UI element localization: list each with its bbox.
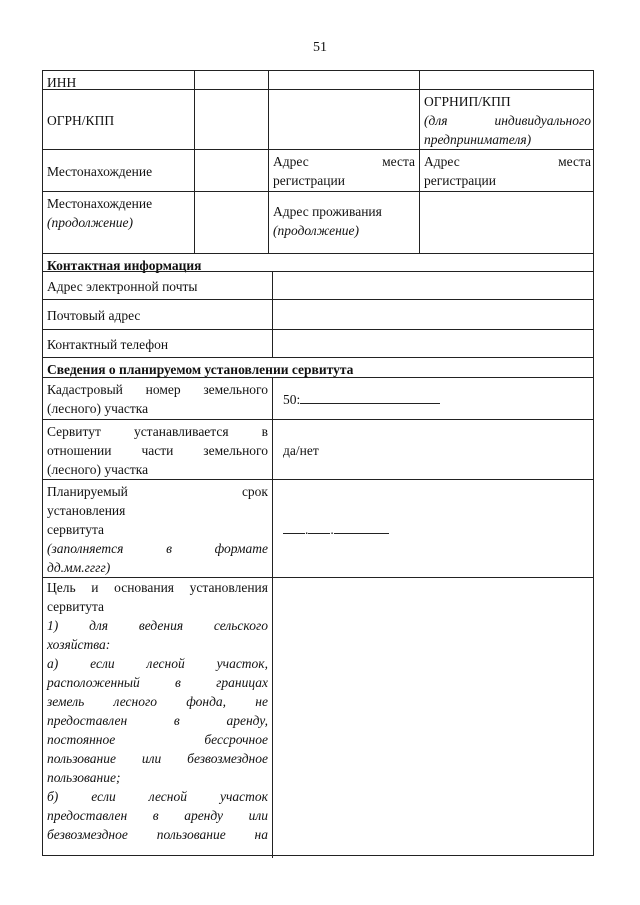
date-year-line [334,519,389,534]
phone-label-cell [43,330,272,358]
term-label-1a: Планируемый [47,484,128,499]
reg-address-line-2 [424,152,591,171]
ogrnip-note-line [424,111,591,130]
purpose-line-9: постоянное бессрочное [47,732,268,747]
row-email [43,271,593,300]
term-label-5: дд.мм.гггг) [47,560,111,575]
purpose-value-cell[interactable] [272,578,595,858]
row-servitude-header [43,357,593,378]
ogrnip-label-cell [419,90,595,150]
part-label-cell [43,420,272,480]
cadastral-label-cell [43,378,272,420]
row-part [43,419,593,480]
purpose-line-8: предоставлен в аренду, [47,713,268,728]
reg-address-c: регистрации [273,173,345,188]
location-label-cell [43,150,194,192]
contacts-header: Контактная информация [47,258,202,273]
ogrn-value-cell-2[interactable] [268,90,419,150]
ogrn-value-cell[interactable] [194,90,268,150]
purpose-line-12: б) если лесной участок [47,789,268,804]
email-label: Адрес электронной почты [47,278,198,294]
phone-value-cell[interactable] [272,330,595,358]
email-label-cell [43,272,272,300]
purpose-line-4: хозяйства: [47,637,111,652]
postal-value-cell[interactable] [272,300,595,330]
reg-address-label-cell-2 [419,150,595,192]
row-ogrn [43,89,593,150]
cadastral-underline [300,389,440,404]
date-month-line [308,519,330,534]
row-cadastral [43,377,593,420]
term-label-3: сервитута [47,522,105,537]
inn-value-cell-2[interactable] [268,71,419,89]
date-sep-1: . [305,522,309,537]
purpose-line-11: пользование; [47,770,121,785]
cadastral-label-2: (лесного) участка [47,401,149,416]
location-label: Местонахождение [47,163,153,179]
purpose-line-3: 1) для ведения сельского [47,618,268,633]
term-label-2: установления [47,503,126,518]
part-label-2: отношении части земельного [47,443,268,458]
form-table [42,70,594,856]
reg-address-line [273,152,415,171]
servitude-header: Сведения о планируемом установлении сервитута [47,362,354,377]
term-value-cell[interactable] [272,480,595,578]
row-location [43,149,593,192]
ogrnip-label: ОГРНИП/КПП [424,94,511,109]
date-day-line [283,519,305,534]
inn-value-cell-3[interactable] [419,71,595,89]
row-location-cont [43,191,593,254]
reg-address-b-2: места [558,154,591,169]
cadastral-value-cell[interactable] [272,378,595,420]
purpose-line-5: а) если лесной участок, [47,656,268,671]
purpose-line-7: земель лесного фонда, не [47,694,268,709]
purpose-line-1: Цель и основания установления [47,580,268,595]
phone-label: Контактный телефон [47,336,169,352]
inn-label: ИНН [47,75,77,90]
date-input[interactable] [283,519,591,539]
term-label-1 [47,482,268,501]
residence-label: Адрес проживания [273,204,382,219]
part-label-3: (лесного) участка [47,462,149,477]
cadastral-prefix: 50: [283,392,301,407]
part-label-1: Сервитут устанавливается в [47,424,268,439]
email-value-cell[interactable] [272,272,595,300]
residence-note: (продолжение) [273,223,360,238]
ogrn-label-cell [43,90,194,150]
location-value-cell[interactable] [194,150,268,192]
reg-address-b: места [382,154,415,169]
row-purpose [43,577,593,858]
row-term [43,479,593,578]
part-value-cell[interactable] [272,420,595,480]
reg-address-a: Адрес [273,154,309,169]
row-inn [43,71,593,89]
purpose-line-2: сервитута [47,599,105,614]
postal-label: Почтовый адрес [47,307,141,323]
postal-label-cell [43,300,272,330]
row-postal [43,299,593,330]
page-number: 51 [313,40,327,55]
row-phone [43,329,593,358]
residence-value-cell[interactable] [419,192,595,254]
residence-label-cell [268,192,419,254]
term-label-cell [43,480,272,578]
term-label-4: (заполняется в формате [47,541,268,556]
cadastral-label-1: Кадастровый номер земельного [47,382,268,397]
ogrnip-note-2: индивидуального [494,113,591,128]
inn-value-cell-1[interactable] [194,71,268,89]
inn-label-cell [43,71,194,89]
purpose-line-13: предоставлен в аренду или [47,808,268,823]
ogrnip-note-1: (для [424,113,448,128]
purpose-label-cell [43,578,272,858]
reg-address-c-2: регистрации [424,173,496,188]
purpose-line-6: расположенный в границах [47,675,268,690]
location-cont-label-cell [43,192,194,254]
purpose-line-10: пользование или безвозмездное [47,751,268,766]
purpose-line-14: безвозмездное пользование на [47,827,268,842]
location-cont-label: Местонахождение [47,196,153,211]
location-cont-note: (продолжение) [47,215,134,230]
part-value: да/нет [283,442,319,458]
ogrnip-note-3: предпринимателя) [424,132,532,147]
reg-address-label-cell [268,150,419,192]
date-sep-2: . [330,522,334,537]
reg-address-a-2: Адрес [424,154,460,169]
row-contacts-header [43,253,593,272]
ogrn-label: ОГРН/КПП [47,112,115,128]
term-label-1b: срок [241,484,268,499]
cadastral-input[interactable] [283,389,591,409]
location-cont-value-cell[interactable] [194,192,268,254]
